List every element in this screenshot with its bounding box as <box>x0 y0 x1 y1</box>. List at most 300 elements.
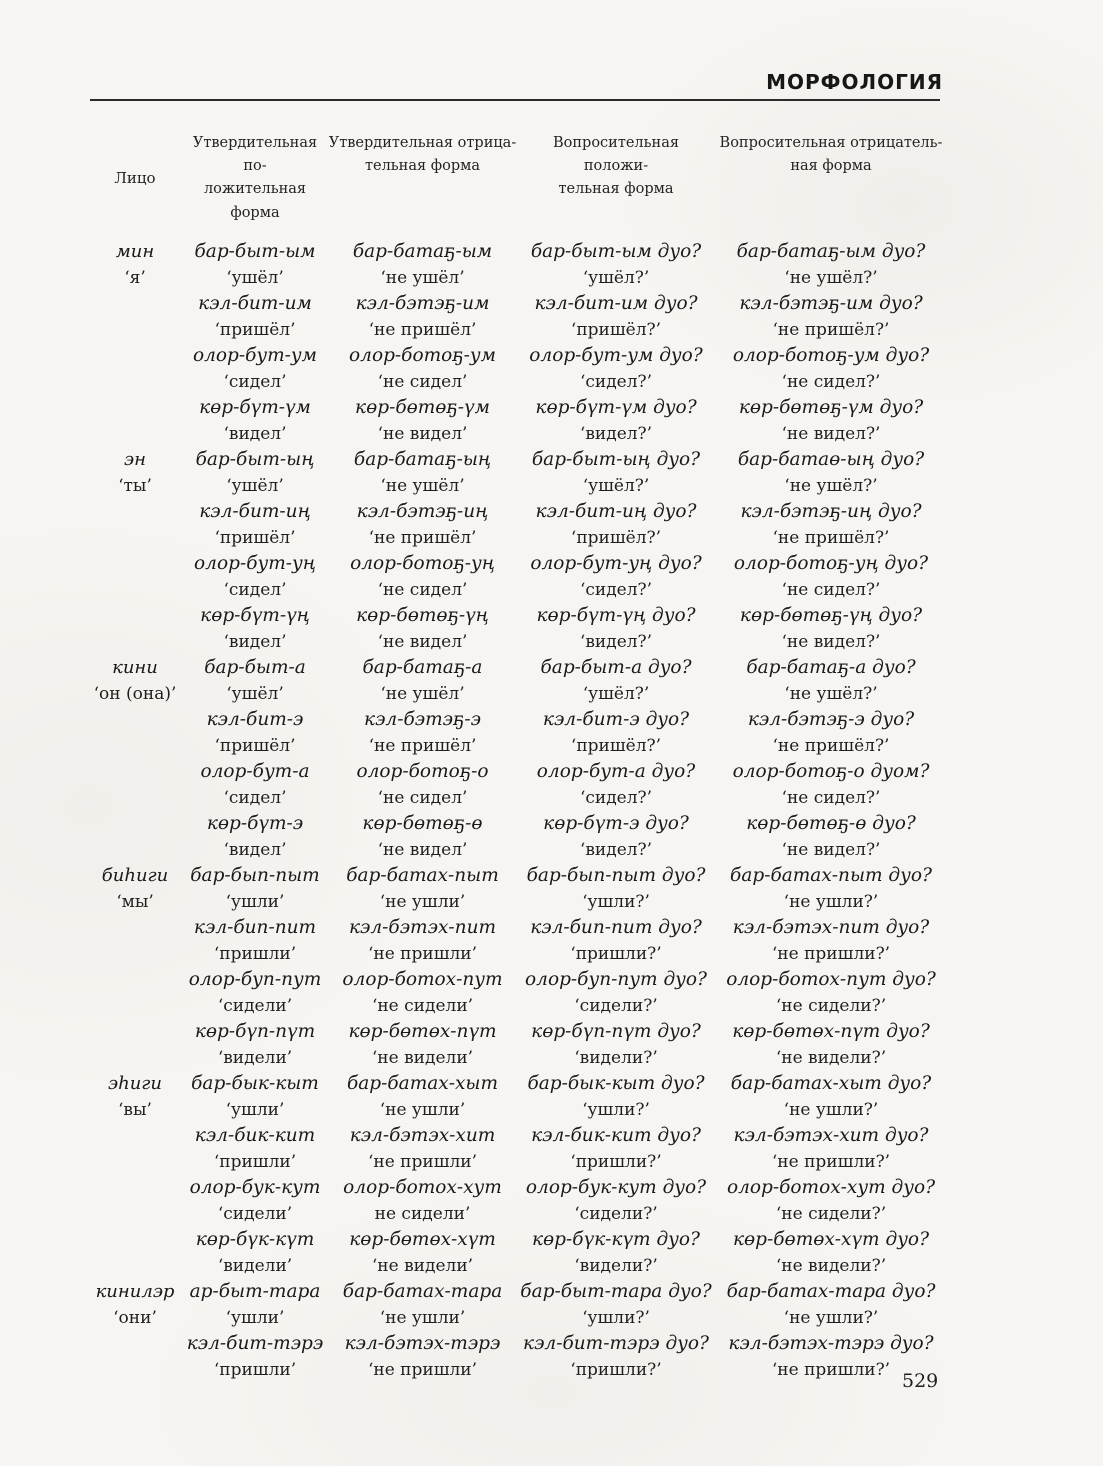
yakut-form: бар-батах-тара <box>342 1280 503 1302</box>
russian-gloss: ‘ушёл?’ <box>582 475 650 496</box>
russian-gloss: ‘не пришёл’ <box>368 527 477 548</box>
russian-gloss: ‘не видели?’ <box>775 1047 887 1068</box>
table-row <box>85 603 950 655</box>
person-cell <box>85 1071 185 1123</box>
person-label: кини <box>112 656 158 678</box>
form-cell <box>325 915 520 967</box>
form-cell <box>520 447 712 499</box>
person-cell <box>85 1175 185 1227</box>
russian-gloss: ‘видел’ <box>223 631 287 652</box>
yakut-form: олор-бут-ум дуо? <box>529 344 703 366</box>
russian-gloss: ‘сидел’ <box>223 371 287 392</box>
yakut-form: көр-бөтөҕ-үм дуо? <box>738 396 924 418</box>
person-label: эн <box>124 448 146 470</box>
russian-gloss: ‘не пришёл’ <box>368 319 477 340</box>
yakut-form: көр-бүп-пүт дуо? <box>531 1020 701 1042</box>
person-cell <box>85 239 185 291</box>
russian-gloss: не сидели’ <box>374 1203 471 1224</box>
russian-gloss: ‘не ушли?’ <box>783 1099 879 1120</box>
person-cell <box>85 447 185 499</box>
form-cell <box>185 1123 325 1175</box>
russian-gloss: ‘не пришли?’ <box>771 1359 891 1380</box>
russian-gloss: ‘не видел?’ <box>781 423 881 444</box>
russian-gloss: ‘пришёл’ <box>214 527 296 548</box>
russian-gloss: ‘не видели?’ <box>775 1255 887 1276</box>
russian-gloss: ‘сидели’ <box>217 1203 293 1224</box>
russian-gloss: ‘ушли?’ <box>582 1099 650 1120</box>
form-cell <box>325 707 520 759</box>
form-cell <box>325 1123 520 1175</box>
yakut-form: көр-бүт-үң <box>200 604 310 626</box>
form-cell <box>520 811 712 863</box>
russian-gloss: ‘пришли’ <box>213 1359 297 1380</box>
table-row <box>85 1019 950 1071</box>
column-header-line: ложительная форма <box>203 181 307 221</box>
yakut-form: көр-бөтөҕ-үм <box>355 396 490 418</box>
conjugation-table-body <box>85 239 950 1383</box>
table-row <box>85 967 950 1019</box>
form-cell <box>712 1123 950 1175</box>
yakut-form: көр-бөтөҕ-ө <box>362 812 483 834</box>
column-header-line: Вопросительная положи- <box>552 135 679 175</box>
russian-gloss: ‘сидел?’ <box>579 579 653 600</box>
russian-gloss: ‘сидел?’ <box>579 371 653 392</box>
person-label: кинилэр <box>95 1280 175 1302</box>
yakut-form: кэл-бэтэх-тэрэ <box>344 1332 501 1354</box>
russian-gloss: ‘не сидел’ <box>377 579 468 600</box>
table-row <box>85 1279 950 1331</box>
yakut-form: олор-бук-кут дуо? <box>525 1176 707 1198</box>
yakut-form: көр-бөтөх-пүт дуо? <box>732 1020 930 1042</box>
column-header-person <box>85 132 185 225</box>
yakut-form: кэл-бэтэх-хит <box>349 1124 496 1146</box>
form-cell <box>185 395 325 447</box>
russian-gloss: ‘сидели?’ <box>574 995 658 1016</box>
form-cell <box>520 967 712 1019</box>
table-row <box>85 499 950 551</box>
russian-gloss: ‘не сидели?’ <box>775 995 887 1016</box>
form-cell <box>185 1019 325 1071</box>
yakut-form: бар-батаҕ-а дуо? <box>746 656 916 678</box>
person-cell <box>85 759 185 811</box>
yakut-form: кэл-бэтэҕ-иң дуо? <box>740 500 922 522</box>
yakut-form: бар-бык-кыт дуо? <box>527 1072 705 1094</box>
russian-gloss: ‘не пришли’ <box>367 1359 478 1380</box>
russian-gloss: ‘не пришёл?’ <box>772 735 890 756</box>
yakut-form: олор-ботоҕ-ум <box>349 344 496 366</box>
person-gloss: ‘я’ <box>124 267 146 288</box>
table-row <box>85 1123 950 1175</box>
form-cell <box>325 447 520 499</box>
person-cell <box>85 811 185 863</box>
russian-gloss: ‘не ушёл’ <box>380 475 465 496</box>
yakut-form: көр-бүк-күт дуо? <box>532 1228 700 1250</box>
form-cell <box>185 863 325 915</box>
form-cell <box>185 291 325 343</box>
form-cell <box>185 499 325 551</box>
form-cell <box>712 707 950 759</box>
yakut-form: ар-быт-тара <box>189 1280 321 1302</box>
yakut-form: олор-бук-кут <box>189 1176 321 1198</box>
form-cell <box>712 759 950 811</box>
russian-gloss: ‘сидел’ <box>223 579 287 600</box>
yakut-form: бар-быт-а дуо? <box>540 656 692 678</box>
form-cell <box>712 551 950 603</box>
russian-gloss: ‘не ушли’ <box>379 1307 466 1328</box>
russian-gloss: ‘видели?’ <box>574 1255 658 1276</box>
russian-gloss: ‘не пришли?’ <box>771 1151 891 1172</box>
form-cell <box>185 655 325 707</box>
russian-gloss: ‘видел?’ <box>579 631 653 652</box>
person-cell <box>85 343 185 395</box>
form-cell <box>325 1071 520 1123</box>
table-row <box>85 811 950 863</box>
russian-gloss: ‘не видел?’ <box>781 631 881 652</box>
russian-gloss: ‘не видел’ <box>377 631 468 652</box>
form-cell <box>712 603 950 655</box>
russian-gloss: ‘не ушли’ <box>379 891 466 912</box>
person-gloss: ‘ты’ <box>118 475 152 496</box>
yakut-form: бар-быт-ым дуо? <box>530 240 702 262</box>
form-cell <box>712 967 950 1019</box>
russian-gloss: ‘ушёл’ <box>226 683 284 704</box>
russian-gloss: ‘не ушёл?’ <box>784 683 878 704</box>
yakut-form: олор-бут-а дуо? <box>536 760 696 782</box>
form-cell <box>185 447 325 499</box>
header-rule <box>90 99 940 101</box>
yakut-form: бар-батах-пыт <box>346 864 499 886</box>
conjugation-table <box>85 132 950 1383</box>
form-cell <box>520 395 712 447</box>
yakut-form: көр-бүт-э дуо? <box>543 812 689 834</box>
yakut-form: бар-батах-хыт дуо? <box>730 1072 932 1094</box>
form-cell <box>712 1071 950 1123</box>
table-row <box>85 915 950 967</box>
person-label: биһиги <box>101 864 169 886</box>
form-cell <box>712 447 950 499</box>
form-cell <box>712 811 950 863</box>
russian-gloss: ‘не сидели’ <box>371 995 474 1016</box>
russian-gloss: ‘видел?’ <box>579 839 653 860</box>
column-header-line: Утвердительная отрица- <box>328 135 517 151</box>
yakut-form: бар-батаҕ-а <box>362 656 483 678</box>
column-header-affirmative-positive <box>185 132 325 225</box>
yakut-form: бар-бып-пыт дуо? <box>526 864 706 886</box>
column-header-interrogative-negative <box>712 132 950 225</box>
russian-gloss: ‘не видел?’ <box>781 839 881 860</box>
form-cell <box>325 655 520 707</box>
person-cell <box>85 551 185 603</box>
form-cell <box>185 811 325 863</box>
russian-gloss: ‘не ушёл?’ <box>784 475 878 496</box>
person-gloss: ‘вы’ <box>118 1099 152 1120</box>
form-cell <box>325 1175 520 1227</box>
form-cell <box>520 915 712 967</box>
form-cell <box>712 863 950 915</box>
form-cell <box>712 1279 950 1331</box>
form-cell <box>520 1331 712 1383</box>
yakut-form: кэл-бэтэх-хит дуо? <box>733 1124 929 1146</box>
person-gloss: ‘мы’ <box>116 891 154 912</box>
yakut-form: кэл-бэтэҕ-э <box>364 708 481 730</box>
form-cell <box>185 603 325 655</box>
form-cell <box>325 499 520 551</box>
yakut-form: бар-быт-ың дуо? <box>531 448 701 470</box>
form-cell <box>712 239 950 291</box>
russian-gloss: ‘не ушли’ <box>379 1099 466 1120</box>
russian-gloss: ‘не видели’ <box>371 1047 474 1068</box>
russian-gloss: ‘видели’ <box>217 1047 293 1068</box>
russian-gloss: ‘сидели?’ <box>574 1203 658 1224</box>
yakut-form: бар-быт-ың <box>195 448 315 470</box>
yakut-form: көр-бөтөх-хүт дуо? <box>732 1228 929 1250</box>
russian-gloss: ‘не видел’ <box>377 423 468 444</box>
form-cell <box>325 863 520 915</box>
russian-gloss: ‘сидел?’ <box>579 787 653 808</box>
person-cell <box>85 603 185 655</box>
yakut-form: кэл-бэтэх-тэрэ дуо? <box>728 1332 934 1354</box>
form-cell <box>325 343 520 395</box>
form-cell <box>712 655 950 707</box>
russian-gloss: ‘не пришли’ <box>367 1151 478 1172</box>
russian-gloss: ‘не ушли?’ <box>783 1307 879 1328</box>
russian-gloss: ‘пришли’ <box>213 1151 297 1172</box>
form-cell <box>712 343 950 395</box>
yakut-form: кэл-бэтэх-пит дуо? <box>732 916 930 938</box>
person-label: эһиги <box>108 1072 162 1094</box>
yakut-form: кэл-бит-э <box>206 708 304 730</box>
form-cell <box>185 1175 325 1227</box>
table-row <box>85 1175 950 1227</box>
yakut-form: олор-бут-уң <box>194 552 316 574</box>
yakut-form: кэл-бик-кит <box>194 1124 316 1146</box>
person-cell <box>85 967 185 1019</box>
yakut-form: олор-буп-пут дуо? <box>525 968 707 990</box>
person-cell <box>85 1019 185 1071</box>
yakut-form: кэл-бэтэҕ-э дуо? <box>747 708 915 730</box>
form-cell <box>185 551 325 603</box>
form-cell <box>520 499 712 551</box>
russian-gloss: ‘не сидели?’ <box>775 1203 887 1224</box>
yakut-form: бар-батаҕ-ың <box>353 448 492 470</box>
russian-gloss: ‘пришёл’ <box>214 319 296 340</box>
russian-gloss: ‘не пришёл’ <box>368 735 477 756</box>
table-row <box>85 395 950 447</box>
yakut-form: олор-ботоҕ-ум дуо? <box>732 344 930 366</box>
table-row <box>85 1071 950 1123</box>
yakut-form: олор-бут-уң дуо? <box>530 552 702 574</box>
column-header-interrogative-positive <box>520 132 712 225</box>
russian-gloss: ‘ушёл’ <box>226 267 284 288</box>
yakut-form: бар-бып-пыт <box>190 864 320 886</box>
form-cell <box>325 1227 520 1279</box>
running-head: МОРФОЛОГИЯ <box>766 70 943 94</box>
form-cell <box>185 239 325 291</box>
yakut-form: кэл-бит-тэрэ <box>186 1332 324 1354</box>
table-row <box>85 1331 950 1383</box>
yakut-form: бар-быт-ым <box>194 240 316 262</box>
russian-gloss: ‘видел’ <box>223 839 287 860</box>
yakut-form: кэл-бэтэҕ-им <box>355 292 490 314</box>
column-header-line: тельная форма <box>558 181 674 198</box>
page-number: 529 <box>902 1370 939 1392</box>
yakut-form: бар-батах-хыт <box>346 1072 499 1094</box>
form-cell <box>185 1227 325 1279</box>
russian-gloss: ‘не сидел’ <box>377 371 468 392</box>
yakut-form: кэл-бит-э дуо? <box>542 708 690 730</box>
form-cell <box>185 707 325 759</box>
form-cell <box>325 551 520 603</box>
yakut-form: олор-буп-пут <box>188 968 322 990</box>
yakut-form: олор-ботоҕ-о <box>356 760 489 782</box>
column-header-line: Утвердительная по- <box>192 135 318 175</box>
yakut-form: кэл-бит-иң дуо? <box>535 500 697 522</box>
form-cell <box>325 967 520 1019</box>
russian-gloss: ‘не ушёл?’ <box>784 267 878 288</box>
form-cell <box>185 1331 325 1383</box>
form-cell <box>712 1175 950 1227</box>
yakut-form: олор-ботох-пут дуо? <box>726 968 936 990</box>
russian-gloss: ‘видели’ <box>217 1255 293 1276</box>
yakut-form: олор-ботох-хут дуо? <box>726 1176 936 1198</box>
table-row <box>85 707 950 759</box>
form-cell <box>325 1331 520 1383</box>
form-cell <box>325 811 520 863</box>
yakut-form: олор-бут-а <box>200 760 310 782</box>
russian-gloss: ‘пришёл?’ <box>570 319 662 340</box>
yakut-form: кэл-бит-иң <box>199 500 311 522</box>
yakut-form: олор-ботоҕ-уң дуо? <box>733 552 929 574</box>
russian-gloss: ‘ушли?’ <box>582 1307 650 1328</box>
form-cell <box>185 967 325 1019</box>
person-label: мин <box>115 240 155 262</box>
russian-gloss: ‘ушли?’ <box>582 891 650 912</box>
form-cell <box>520 1123 712 1175</box>
yakut-form: көр-бөтөх-хүт <box>349 1228 496 1250</box>
form-cell <box>325 1019 520 1071</box>
person-cell <box>85 1279 185 1331</box>
yakut-form: кэл-бип-пит <box>193 916 317 938</box>
form-cell <box>185 915 325 967</box>
yakut-form: бар-батах-пыт дуо? <box>730 864 932 886</box>
yakut-form: көр-бөтөх-пүт <box>348 1020 497 1042</box>
form-cell <box>185 759 325 811</box>
table-row <box>85 863 950 915</box>
form-cell <box>325 603 520 655</box>
form-cell <box>325 239 520 291</box>
column-header-affirmative-negative <box>325 132 520 225</box>
person-cell <box>85 291 185 343</box>
table-row <box>85 1227 950 1279</box>
russian-gloss: ‘не сидел?’ <box>781 371 881 392</box>
person-cell <box>85 707 185 759</box>
yakut-form: бар-быт-а <box>204 656 306 678</box>
russian-gloss: ‘не пришли’ <box>367 943 478 964</box>
form-cell <box>520 1071 712 1123</box>
russian-gloss: ‘пришёл’ <box>214 735 296 756</box>
russian-gloss: ‘не видел’ <box>377 839 468 860</box>
yakut-form: олор-ботоҕ-о дуом? <box>732 760 930 782</box>
yakut-form: бар-быт-тара дуо? <box>520 1280 712 1302</box>
person-cell <box>85 863 185 915</box>
yakut-form: бар-батах-тара дуо? <box>726 1280 936 1302</box>
form-cell <box>520 1019 712 1071</box>
yakut-form: бар-батаҕ-ым <box>352 240 493 262</box>
russian-gloss: ‘пришёл?’ <box>570 527 662 548</box>
yakut-form: олор-ботох-пут <box>342 968 503 990</box>
form-cell <box>520 707 712 759</box>
person-cell <box>85 1123 185 1175</box>
russian-gloss: ‘не пришли?’ <box>771 943 891 964</box>
column-header-person-label: Лицо <box>114 169 156 188</box>
person-gloss: ‘они’ <box>113 1307 157 1328</box>
russian-gloss: ‘не ушёл’ <box>380 267 465 288</box>
russian-gloss: ‘видел’ <box>223 423 287 444</box>
russian-gloss: ‘сидел’ <box>223 787 287 808</box>
yakut-form: кэл-бип-пит дуо? <box>530 916 702 938</box>
form-cell <box>520 759 712 811</box>
table-row <box>85 551 950 603</box>
person-cell <box>85 395 185 447</box>
form-cell <box>712 1227 950 1279</box>
person-cell <box>85 1331 185 1383</box>
form-cell <box>712 395 950 447</box>
russian-gloss: ‘ушёл’ <box>226 475 284 496</box>
yakut-form: көр-бүт-үм дуо? <box>535 396 697 418</box>
yakut-form: көр-бөтөҕ-үң <box>356 604 489 626</box>
yakut-form: көр-бөтөҕ-ө дуо? <box>746 812 916 834</box>
form-cell <box>325 395 520 447</box>
yakut-form: көр-бүк-күт <box>195 1228 315 1250</box>
table-row <box>85 447 950 499</box>
form-cell <box>520 655 712 707</box>
yakut-form: кэл-бит-тэрэ дуо? <box>523 1332 709 1354</box>
russian-gloss: ‘не сидел?’ <box>781 579 881 600</box>
russian-gloss: ‘сидели’ <box>217 995 293 1016</box>
form-cell <box>520 291 712 343</box>
russian-gloss: ‘пришёл?’ <box>570 735 662 756</box>
russian-gloss: ‘видели?’ <box>574 1047 658 1068</box>
form-cell <box>520 1175 712 1227</box>
yakut-form: кэл-бит-им дуо? <box>534 292 698 314</box>
yakut-form: бар-батаө-ың дуо? <box>737 448 925 470</box>
yakut-form: бар-батаҕ-ым дуо? <box>736 240 926 262</box>
yakut-form: көр-бүп-пүт <box>194 1020 316 1042</box>
yakut-form: олор-ботоҕ-уң <box>350 552 495 574</box>
table-row <box>85 655 950 707</box>
yakut-form: кэл-бит-им <box>198 292 312 314</box>
yakut-form: көр-бүт-үм <box>199 396 311 418</box>
yakut-form: кэл-бэтэх-пит <box>348 916 497 938</box>
form-cell <box>520 1227 712 1279</box>
yakut-form: олор-бут-ум <box>192 344 318 366</box>
form-cell <box>325 759 520 811</box>
russian-gloss: ‘ушли’ <box>225 1307 285 1328</box>
russian-gloss: ‘ушёл?’ <box>582 683 650 704</box>
form-cell <box>185 343 325 395</box>
yakut-form: кэл-бэтэҕ-иң <box>356 500 489 522</box>
russian-gloss: ‘пришли?’ <box>570 943 662 964</box>
yakut-form: көр-бөтөҕ-үң дуо? <box>739 604 923 626</box>
yakut-form: бар-бык-кыт <box>191 1072 319 1094</box>
form-cell <box>712 1019 950 1071</box>
form-cell <box>185 1071 325 1123</box>
russian-gloss: ‘не сидел’ <box>377 787 468 808</box>
table-row <box>85 239 950 291</box>
table-row <box>85 343 950 395</box>
yakut-form: көр-бүт-э <box>206 812 304 834</box>
form-cell <box>712 291 950 343</box>
